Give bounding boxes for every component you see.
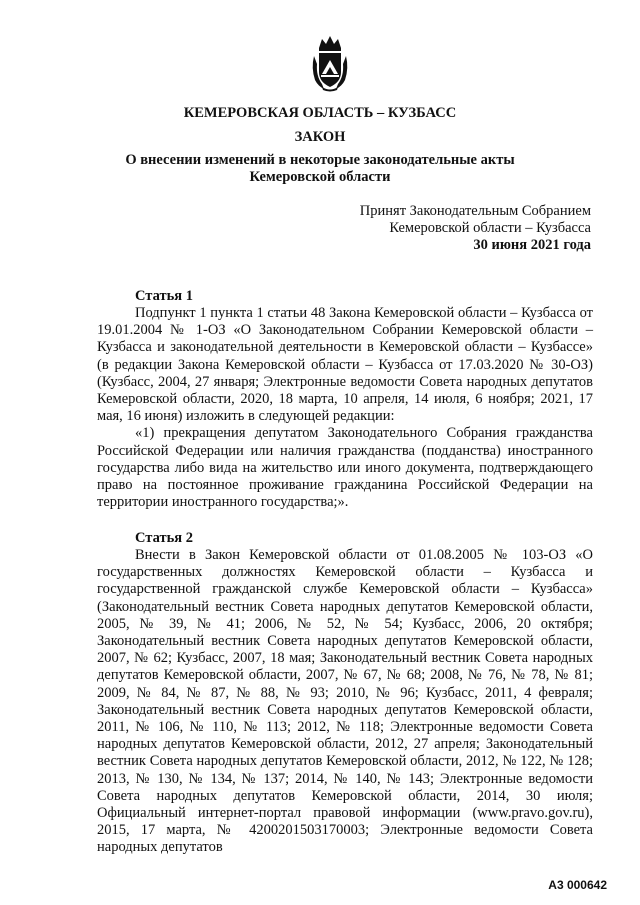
- adoption-line-1: Принят Законодательным Собранием: [359, 203, 591, 219]
- adoption-date: 30 июня 2021 года: [473, 237, 591, 253]
- article-2-heading: Статья 2: [135, 530, 193, 546]
- law-title-line-2: Кемеровской области: [249, 169, 391, 185]
- article-2-paragraph-1: Внести в Закон Кемеровской области от 01.08.2005 № 103-ОЗ «О государственных должностях Кемеровской области – Кузбасса и государственной гражданской службе Кемеровской области – Кузбасса» (Законодательный вестник Совета народных депутатов Кемеровской области, 2005, № 39, № 41; 2006, № 52, № 54; Кузбасс, 2006, 20 октября; Законодательный вестник Совета народных депутатов Кемеровской области, 2007, № 62; Кузбасс, 2007, 18 мая; Законодательный вестник Совета народных депутатов Кемеровской области, 2007, № 67, № 68; 2008, № 76, № 78, № 81; 2009, № 84, № 87, № 88, № 93; 2010, № 96; Кузбасс, 2011, 4 февраля; Законодательный вестник Совета народных депутатов Кемеровской области, 2011, № 106, № 110, № 113; 2012, № 118; Электронные ведомости Совета народных депутатов Кемеровской области, 2012, 27 апреля; Законодательный вестник Совета народных депутатов Кемеровской области, 2012, № 122, № 128; 2013, № 130, № 134, № 137; 2014, № 140, № 143; Электронные ведомости Совета народных депутатов Кемеровской области, 2014, 30 июля; Официальный интернет-портал правовой информации (www.pravo.gov.ru), 2015, 17 марта, № 4200201503170003; Электронные ведомости Совета народных депутатов: [97, 547, 593, 856]
- adoption-line-2: Кемеровской области – Кузбасса: [389, 220, 591, 236]
- document-serial-number: А3 000642: [548, 878, 607, 892]
- law-title-line-1: О внесении изменений в некоторые законодательные акты: [125, 152, 515, 168]
- coat-of-arms-emblem: [310, 34, 350, 92]
- article-1-paragraph-2: «1) прекращения депутатом Законодательного Собрания гражданства Российской Федерации или наличия гражданства (подданства) иностранного государства либо вида на жительство или иного документа, подтверждающего право на постоянное проживание гражданина Российской Федерации на территории иностранного государства;».: [97, 425, 593, 511]
- document-type: ЗАКОН: [294, 129, 346, 145]
- adoption-block: [360, 203, 591, 254]
- article-1-heading: Статья 1: [135, 288, 193, 304]
- region-name: КЕМЕРОВСКАЯ ОБЛАСТЬ – КУЗБАСС: [183, 105, 457, 121]
- article-2-body: [97, 547, 593, 857]
- article-1-body: [97, 305, 593, 511]
- article-1-paragraph-1: Подпункт 1 пункта 1 статьи 48 Закона Кемеровской области – Кузбасса от 19.01.2004 № 1-ОЗ «О Законодательном Собрании Кемеровской области – Кузбасса и законодательной деятельности в Кемеровской области – Кузбассе» (в редакции Закона Кемеровской области – Кузбасса от 17.03.2020 № 30-ОЗ) (Кузбасс, 2004, 27 января; Электронные ведомости Совета народных депутатов Кемеровской области, 2020, 18 марта, 10 апреля, 14 июля, 6 ноября; 2021, 17 мая, 16 июня) изложить в следующей редакции:: [97, 305, 593, 425]
